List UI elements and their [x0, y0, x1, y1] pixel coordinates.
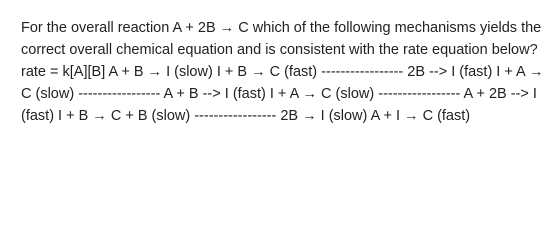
question-text: For the overall reaction A + 2B → C which of the following mechanisms yields the correct overall chemical equation and is consistent with the rate equation below? rate = k[A][B] A + B → I (slow) I + B → C (fast) ----------------- 2B --> I (fast) I + A → C (slow) ----------------- A + B --> I (fast) I + A → C (slow) ----------------- A + 2B --> I (fast) I + B → C + B (slow) ----------------- 2B → I (slow) A + I → C (fast)	[21, 20, 544, 124]
